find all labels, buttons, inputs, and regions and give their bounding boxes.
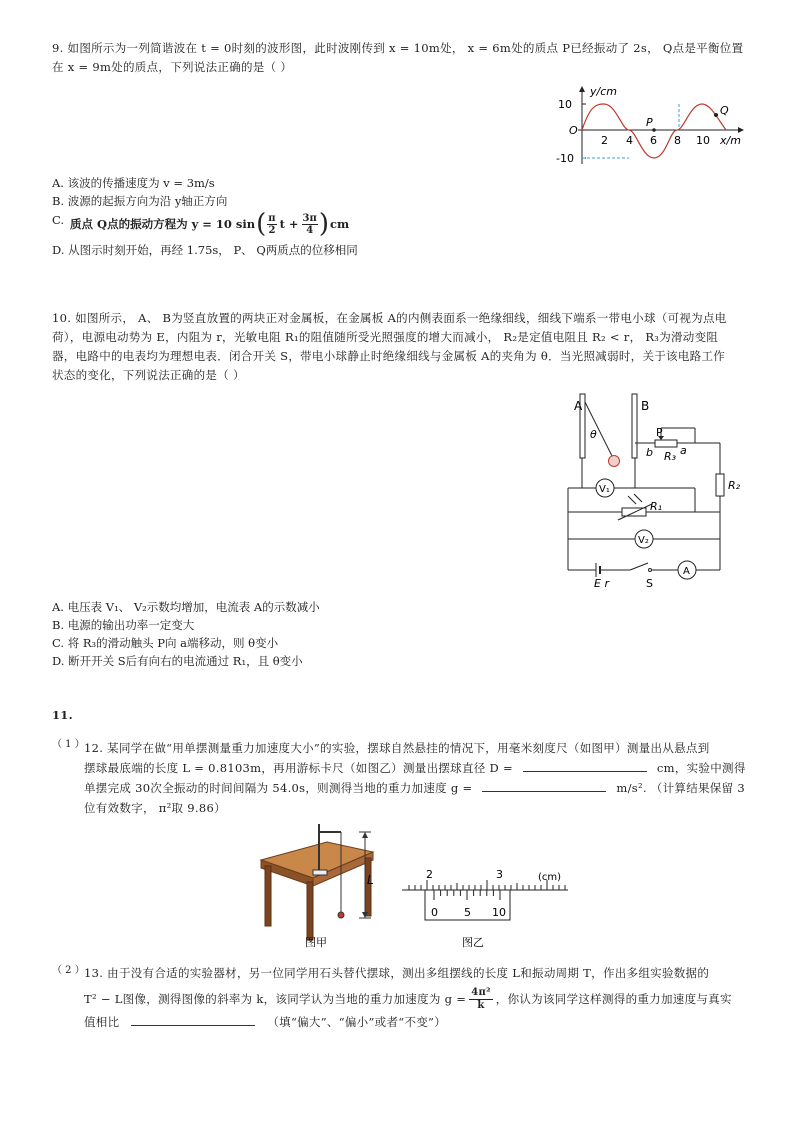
q9-stem-line1: 9. 如图所示为一列简谐波在 t = 0时刻的波形图，此时波刚传到 x = 10m处， x = 6m处的质点 P已经振动了 2s， Q点是平衡位置 xyxy=(52,41,744,55)
q9-wave-graph xyxy=(556,86,746,168)
svg-text:B: B xyxy=(641,399,650,413)
q9-paren-left: ( xyxy=(256,209,267,239)
pendulum-bob-icon xyxy=(338,912,344,918)
svg-text:V₂: V₂ xyxy=(638,535,649,546)
q9-ylabel: y/cm xyxy=(590,86,617,98)
q11-part2-line3-tail: （填“偏大”、“偏小”或者“不变”） xyxy=(267,1015,447,1029)
q11-part1-line2-text: 摆球最底端的长度 L = 0.8103m，再用游标卡尺（如图乙）测量出摆球直径 D = xyxy=(84,761,513,775)
q9-xtick-10: 10 xyxy=(696,134,710,147)
q9-option-d[interactable]: D. 从图示时刻开始，再经 1.75s， P、 Q两质点的位移相同 xyxy=(52,243,358,257)
q10-stem-line2: 荷），电源电动势为 E，内阻为 r，光敏电阻 R₁的阻值随所受光照强度的增大而减小， R₂是定值电阻且 R₂ < r， R₃为滑动变阻 xyxy=(52,330,719,344)
svg-text:0: 0 xyxy=(431,906,438,919)
q11-part1-line3-text: 单摆完成 30次全振动的时间间隔为 54.0s，则测得当地的重力加速度 g = xyxy=(84,781,473,795)
q10-stem-line1: 10. 如图所示， A、 B为竖直放置的两块正对金属板，在金属板 A的内侧表面系一绝缘细线，细线下端系一带电小球（可视为点电 xyxy=(52,311,727,325)
svg-text:R₁: R₁ xyxy=(650,500,663,513)
svg-text:b: b xyxy=(646,446,653,459)
q9-option-c-unit: cm xyxy=(329,217,350,231)
q9-ytick-neg: -10 xyxy=(556,152,574,165)
pendulum-table-figure xyxy=(255,820,390,952)
q9-stem-line2: 在 x = 9m处的质点，下列说法正确的是（ ） xyxy=(52,60,293,74)
svg-text:R₂: R₂ xyxy=(728,479,741,492)
q11-number: 11. xyxy=(52,708,73,722)
q11-part1-line4: 位有效数字， π²取 9.86） xyxy=(84,801,226,815)
svg-text:S: S xyxy=(646,577,653,588)
q11-part2-line3-text: 值相比 xyxy=(84,1015,120,1029)
q9-option-c[interactable] xyxy=(52,208,349,240)
q10-circuit-diagram xyxy=(560,388,750,588)
rheostat-r3 xyxy=(655,440,677,447)
q11-part1-line1: 12. 某同学在做“用单摆测量重力加速度大小”的实验，摆球自然悬挂的情况下，用毫米刻度尺（如图甲）测量出从悬点到 xyxy=(84,741,710,755)
q9-label-q: Q xyxy=(720,104,729,117)
svg-text:10: 10 xyxy=(492,906,506,919)
q11-part1-line3-tail: m/s². （计算结果保留 3 xyxy=(616,781,745,795)
q11-part2-line2-text: T² − L图像，测得图像的斜率为 k，该同学认为当地的重力加速度为 g = xyxy=(84,991,467,1006)
q10-option-d[interactable]: D. 断开开关 S后有向右的电流通过 R₁，且 θ变小 xyxy=(52,654,303,668)
q11-part2-line2 xyxy=(84,984,732,1014)
q9-xtick-8: 8 xyxy=(674,134,681,147)
svg-text:3: 3 xyxy=(496,868,503,881)
q9-option-c-t: t + xyxy=(279,217,299,231)
svg-text:5: 5 xyxy=(464,906,471,919)
q11-part1-line2-tail: cm，实验中测得 xyxy=(656,761,746,775)
fig2-caption: 图乙 xyxy=(462,936,484,949)
q9-paren-right: ) xyxy=(318,209,329,239)
q9-ytick-pos: 10 xyxy=(558,98,572,111)
charged-ball-icon xyxy=(609,456,620,467)
svg-text:θ: θ xyxy=(590,428,597,441)
q11-part2-line2-tail: ，你认为该同学这样测得的重力加速度与真实 xyxy=(495,991,732,1006)
q11-part2-line3 xyxy=(84,1012,446,1033)
gravity-answer-blank[interactable] xyxy=(482,778,606,792)
svg-text:(cm): (cm) xyxy=(538,872,562,883)
vernier-caliper-figure xyxy=(398,866,573,952)
q9-option-b[interactable]: B. 波源的起振方向为沿 y轴正方向 xyxy=(52,194,228,208)
q9-frac1: π 2 xyxy=(268,212,276,236)
resistor-r2 xyxy=(716,474,724,496)
q11-part1-label: （ 1 ） xyxy=(52,739,85,750)
svg-text:L: L xyxy=(367,873,374,887)
svg-text:E r: E r xyxy=(594,577,609,588)
svg-text:R₃: R₃ xyxy=(664,450,677,463)
q9-xlabel: x/m xyxy=(720,134,741,147)
svg-text:A: A xyxy=(683,566,690,577)
q10-option-a[interactable]: A. 电压表 V₁、 V₂示数均增加，电流表 A的示数减小 xyxy=(52,600,320,614)
q9-option-c-text: 质点 Q点的振动方程为 y = 10 sin xyxy=(70,217,256,231)
comparison-answer-blank[interactable] xyxy=(131,1012,255,1026)
q9-frac2: $\frac{3\pi}{4}$ xyxy=(302,212,317,236)
svg-text:P: P xyxy=(656,426,663,439)
q9-point-p xyxy=(652,128,656,132)
q11-part1-line2 xyxy=(84,758,746,779)
q10-option-b[interactable]: B. 电源的输出功率一定变大 xyxy=(52,618,195,632)
q9-origin: O xyxy=(569,124,578,137)
svg-text:a: a xyxy=(680,444,687,457)
q11-part2-label: （ 2 ） xyxy=(52,965,85,976)
q11-part1-line3 xyxy=(84,778,745,799)
q10-stem-line3: 器，电路中的电表均为理想电表．闭合开关 S，带电小球静止时绝缘细线与金属板 A的夹角为 θ．当光照减弱时，关于该电路工作 xyxy=(52,349,726,363)
svg-text:2: 2 xyxy=(426,868,433,881)
q9-option-a[interactable]: A. 该波的传播速度为 v = 3m/s xyxy=(52,176,215,190)
fig1-caption: 图甲 xyxy=(305,936,327,949)
diameter-answer-blank[interactable] xyxy=(523,758,647,772)
svg-text:V₁: V₁ xyxy=(599,484,610,495)
q9-option-c-prefix: C. xyxy=(52,213,65,227)
q11-part2-frac: $\frac{\text{4π²}}{k}$ xyxy=(471,986,491,1011)
q9-xtick-2: 2 xyxy=(601,134,608,147)
q9-point-q xyxy=(714,113,718,117)
q10-option-c[interactable]: C. 将 R₃的滑动触头 P向 a端移动，则 θ变小 xyxy=(52,636,279,650)
q9-label-p: P xyxy=(646,116,653,129)
q10-stem-line4: 状态的变化，下列说法正确的是（ ） xyxy=(52,368,245,382)
q11-part2-line1: 13. 由于没有合适的实验器材，另一位同学用石头替代摆球，测出多组摆线的长度 L和振动周期 T，作出多组实验数据的 xyxy=(84,966,710,980)
q9-xtick-6: 6 xyxy=(650,134,657,147)
switch-s-icon xyxy=(630,563,648,570)
svg-text:A: A xyxy=(574,399,583,413)
q9-xtick-4: 4 xyxy=(626,134,633,147)
